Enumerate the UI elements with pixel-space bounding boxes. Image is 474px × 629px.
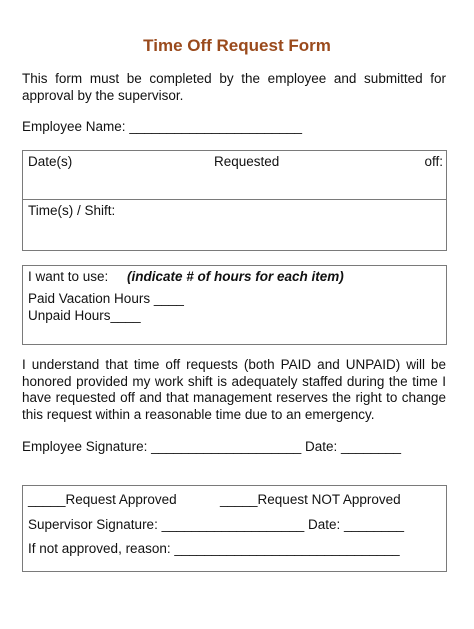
requested-label: Requested [214, 154, 280, 169]
table-divider [23, 199, 446, 200]
employee-name-field[interactable] [22, 119, 302, 134]
request-not-approved-field[interactable]: _____Request NOT Approved [220, 492, 401, 507]
approval-box [22, 485, 447, 572]
dates-label: Date(s) [28, 154, 73, 169]
acknowledgement-text: I understand that time off requests (both PAID and UNPAID) will be honored provided my work shift is adequately staffed during the time I have requested off and that management reserves the right to change this request within a reasonable time due to an emergency. [22, 357, 446, 422]
off-label: off: [424, 154, 443, 169]
employee-name-label: Employee Name: [22, 119, 126, 134]
paid-vacation-hours-field[interactable]: Paid Vacation Hours ____ [28, 291, 184, 306]
form-title: Time Off Request Form [143, 36, 331, 55]
request-approved-field[interactable]: _____Request Approved [28, 492, 177, 507]
unpaid-hours-field[interactable]: Unpaid Hours____ [28, 308, 141, 323]
intro-text: This form must be completed by the employee and submitted for approval by the supervisor. [22, 71, 446, 103]
employee-name-blank[interactable]: _______________________ [129, 119, 302, 134]
not-approved-reason-field[interactable]: If not approved, reason: ______________________________ [28, 541, 400, 556]
employee-signature-field[interactable]: Employee Signature: ____________________ Date: ________ [22, 439, 402, 454]
hours-usage-box [22, 265, 447, 345]
supervisor-signature-field[interactable]: Supervisor Signature: ___________________ Date: ________ [28, 517, 405, 532]
time-shift-label: Time(s) / Shift: [28, 203, 116, 218]
usage-label: I want to use: [28, 269, 109, 284]
dates-table [22, 150, 447, 251]
usage-instruction: (indicate # of hours for each item) [127, 269, 344, 284]
